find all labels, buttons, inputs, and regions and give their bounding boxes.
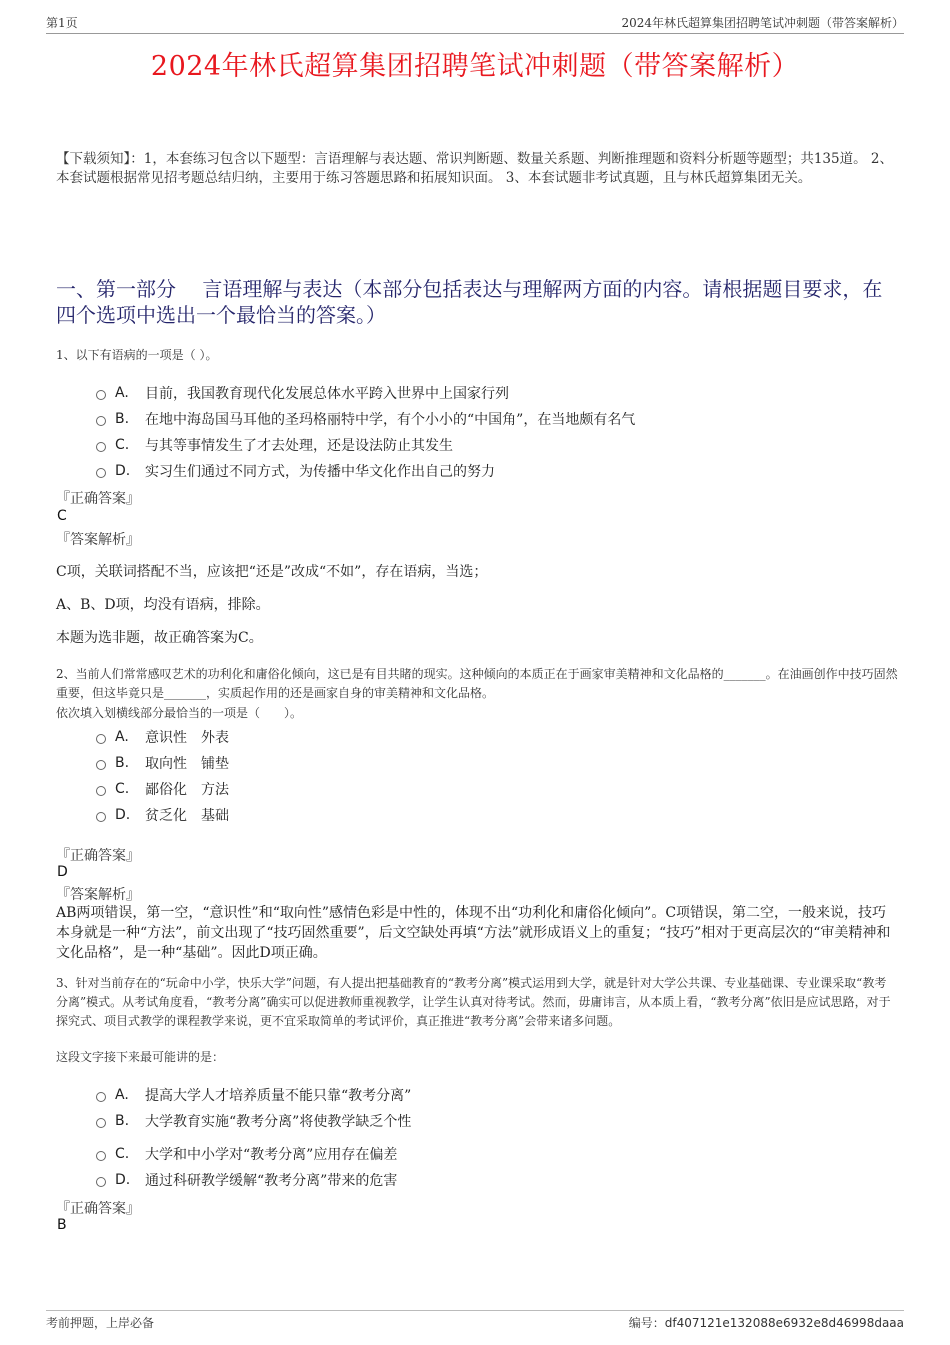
radio-icon[interactable] [96,1118,106,1128]
radio-icon[interactable] [96,812,106,822]
radio-icon[interactable] [96,1151,106,1161]
analysis-label: 『答案解析』 [56,532,140,548]
question-1-stem: 1、以下有语病的一项是（ ）。 [56,348,218,362]
question-2-prompt: 依次填入划横线部分最恰当的一项是（ ）。 [56,706,303,720]
answer-label: 『正确答案』 [56,1201,140,1217]
footer-code-value: df407121e132088e6932e8d46998daaa [664,1316,904,1330]
footer-code [629,1314,904,1331]
question-2-answer: D [57,864,68,880]
analysis-label: 『答案解析』 [56,887,140,903]
question-3-option-b[interactable]: B. 大学教育实施“教考分离”将使教学缺乏个性 [96,1111,411,1131]
footer-slogan: 考前押题，上岸必备 [46,1316,155,1330]
radio-icon[interactable] [96,1177,106,1187]
radio-icon[interactable] [96,468,106,478]
radio-icon[interactable] [96,1092,106,1102]
footer-divider [46,1310,904,1311]
question-1-option-d[interactable]: D. 实习生们通过不同方式，为传播中华文化作出自己的努力 [96,461,495,481]
question-2-option-c[interactable]: C. 鄙俗化 方法 [96,779,229,799]
question-3-option-c[interactable]: C. 大学和中小学对“教考分离”应用存在偏差 [96,1144,397,1164]
question-1-option-a[interactable]: A. 目前，我国教育现代化发展总体水平跨入世界中上国家行列 [96,383,509,403]
header-doc-title: 2024年林氏超算集团招聘笔试冲刺题（带答案解析） [621,16,904,30]
question-2-option-a[interactable]: A. 意识性 外表 [96,727,229,747]
question-3-prompt: 这段文字接下来最可能讲的是： [56,1050,225,1064]
section-heading: 一、第一部分 言语理解与表达（本部分包括表达与理解两方面的内容。请根据题目要求，在四个选项中选出一个最恰当的答案。） [56,277,883,327]
question-1-analysis-2: A、B、D项，均没有语病，排除。 [56,597,270,613]
radio-icon[interactable] [96,416,106,426]
question-2-analysis: AB两项错误，第一空，“意识性”和“取向性”感情色彩是中性的，体现不出“功利化和庸俗化倾向”。C项错误，第二空，一般来说，技巧本身就是一种“方法”，前文出现了“技巧固然重要”，后文空缺处再填“方法”就形成语义上的重复；“技巧”相对于更高层次的“审美精神和文化品格”，是一种“基础”。因此D项正确。 [56,905,891,961]
footer-code-label: 编号： [628,1316,665,1330]
question-3-stem: 3、针对当前存在的“玩命中小学，快乐大学”问题，有人提出把基础教育的“教考分离”模式运用到大学，就是针对大学公共课、专业基础课、专业课采取“教考分离”模式。从考试角度看，“教考分离”确实可以促进教师重视教学，让学生认真对待考试。然而，毋庸讳言，从本质上看，“教考分离”依旧是应试思路，对于探究式、项目式教学的课程教学来说，更不宜采取简单的考试评价，真正推进“教考分离”会带来诸多问题。 [56,976,891,1028]
question-1-option-c[interactable]: C. 与其等事情发生了才去处理，还是设法防止其发生 [96,435,453,455]
radio-icon[interactable] [96,390,106,400]
question-2-stem: 2、当前人们常常感叹艺术的功利化和庸俗化倾向，这已是有目共睹的现实。这种倾向的本质正在于画家审美精神和文化品格的_______。在油画创作中技巧固然重要，但这毕竟只是_______，实质起作用的还是画家自身的审美精神和文化品格。 [56,667,898,700]
page-title: 2024年林氏超算集团招聘笔试冲刺题（带答案解析） [150,51,800,82]
page-number: 第1页 [46,16,78,30]
question-1-analysis-1: C项，关联词搭配不当，应该把“还是”改成“不如”，存在语病，当选； [56,564,488,580]
radio-icon[interactable] [96,760,106,770]
answer-label: 『正确答案』 [56,848,140,864]
question-2-option-d[interactable]: D. 贫乏化 基础 [96,805,229,825]
question-1-option-b[interactable]: B. 在地中海岛国马耳他的圣玛格丽特中学，有个小小的“中国角”，在当地颇有名气 [96,409,635,429]
download-notice: 【下载须知】：1，本套练习包含以下题型：言语理解与表达题、常识判断题、数量关系题、判断推理题和资料分析题等题型；共135道。 2、本套试题根据常见招考题总结归纳，主要用于练习答题思路和拓展知识面。 3、本套试题非考试真题，且与林氏超算集团无关。 [56,151,893,186]
question-1-answer: C [57,508,67,524]
question-2-option-b[interactable]: B. 取向性 铺垫 [96,753,229,773]
answer-label: 『正确答案』 [56,491,140,507]
question-3-option-d[interactable]: D. 通过科研教学缓解“教考分离”带来的危害 [96,1170,397,1190]
question-1-analysis-3: 本题为选非题，故正确答案为C。 [56,630,263,646]
radio-icon[interactable] [96,786,106,796]
question-3-option-a[interactable]: A. 提高大学人才培养质量不能只靠“教考分离” [96,1085,411,1105]
question-3-answer: B [57,1217,67,1233]
radio-icon[interactable] [96,734,106,744]
radio-icon[interactable] [96,442,106,452]
header-divider [46,33,904,34]
